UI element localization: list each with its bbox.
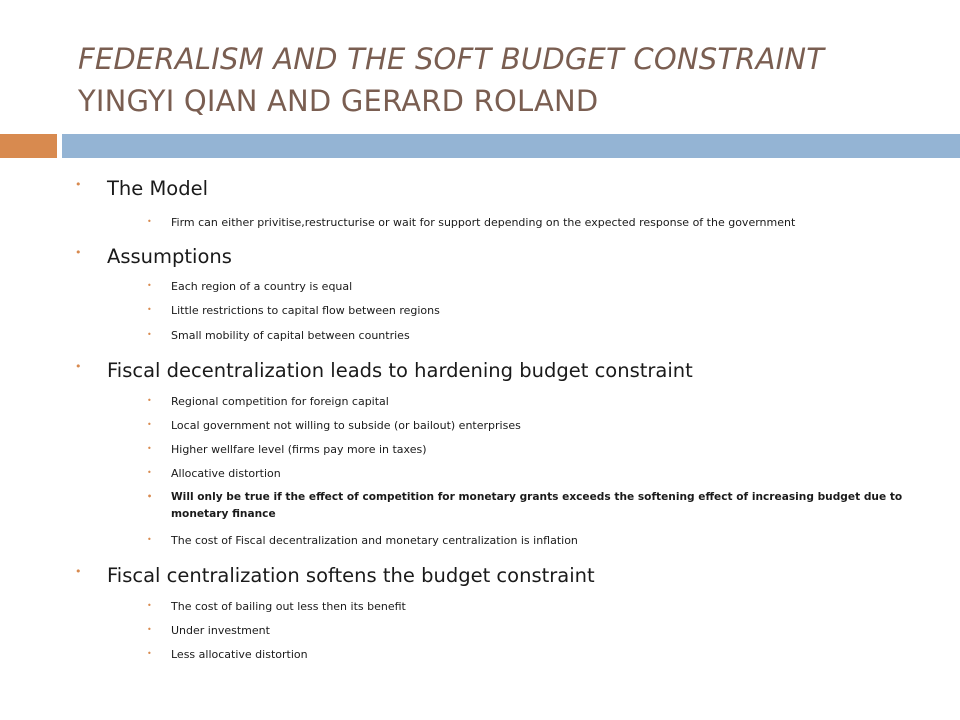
heading-assumptions: • Assumptions [107, 245, 232, 268]
bullet-item: • Local government not willing to subside (or bailout) enterprises [171, 417, 521, 434]
heading-the-model: • The Model [107, 177, 208, 200]
bullet-item: • Regional competition for foreign capital [171, 393, 389, 410]
bullet-item: • The cost of bailing out less then its benefit [171, 598, 406, 615]
bullet-item: • Allocative distortion [171, 465, 281, 482]
bullet-item: • Each region of a country is equal [171, 278, 352, 295]
bullet-item: • The cost of Fiscal decentralization and monetary centralization is inflation [171, 532, 578, 549]
bullet-item: • Little restrictions to capital flow between regions [171, 302, 440, 319]
bullet-item: • Under investment [171, 622, 270, 639]
title-line-2: YINGYI QIAN AND GERARD ROLAND [78, 84, 599, 118]
bullet-item-bold: • Will only be true if the effect of competition for monetary grants exceeds the softening effect of increasing budget due to monetary finance [171, 489, 911, 523]
bullet-item: • Firm can either privitise,restructurise or wait for support depending on the expected response of the government [171, 214, 795, 231]
heading-fiscal-centralization: • Fiscal centralization softens the budget constraint [107, 564, 595, 587]
title-line-1: FEDERALISM AND THE SOFT BUDGET CONSTRAINT [78, 42, 825, 76]
bullet-item: • Less allocative distortion [171, 646, 308, 663]
bullet-item: • Higher wellfare level (firms pay more in taxes) [171, 441, 427, 458]
heading-fiscal-decentralization: • Fiscal decentralization leads to hardening budget constraint [107, 359, 693, 382]
bullet-item: • Small mobility of capital between countries [171, 327, 410, 344]
